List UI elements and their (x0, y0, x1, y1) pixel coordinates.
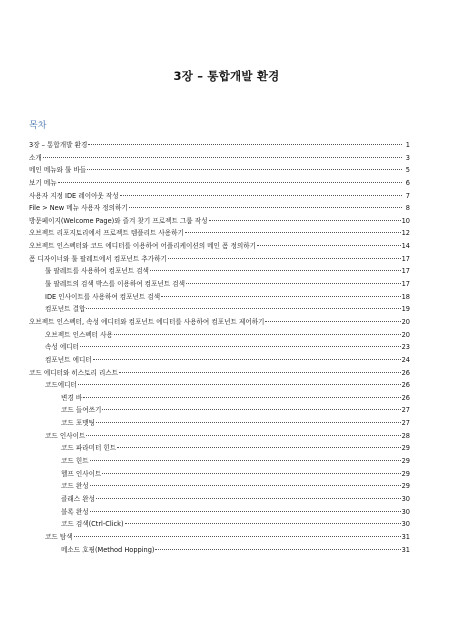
toc-entry-page-number: 14 (401, 242, 410, 251)
toc-entry[interactable] (29, 367, 410, 380)
toc-heading: 목차 (29, 121, 47, 131)
toc-entry-page-number: 29 (401, 457, 410, 466)
toc-entry-label: 보기 메뉴 (29, 178, 57, 187)
toc-dot-leader (58, 182, 402, 183)
toc-entry-label: 소개 (29, 153, 42, 162)
toc-dot-leader (185, 232, 401, 233)
toc-dot-leader (86, 435, 400, 436)
toc-dot-leader (83, 397, 400, 398)
toc-entry-page-number: 31 (401, 532, 410, 541)
toc-entry-label: File > New 메뉴 사용자 정의하기 (29, 204, 128, 213)
toc-entry[interactable] (29, 518, 410, 531)
toc-entry-page-number: 27 (401, 419, 410, 428)
toc-entry-page-number: 20 (401, 317, 410, 326)
toc-entry-page-number: 30 (401, 494, 410, 503)
toc-dot-leader (265, 321, 400, 322)
toc-entry-page-number: 29 (401, 482, 410, 491)
toc-dot-leader (78, 384, 401, 385)
toc-dot-leader (90, 511, 401, 512)
toc-dot-leader (74, 536, 401, 537)
toc-entry-label: 코드 완성 (61, 482, 89, 491)
toc-entry[interactable] (29, 253, 410, 266)
toc-entry-page-number: 23 (401, 343, 410, 352)
toc-entry-label: 코드 인사이트 (45, 431, 86, 440)
toc-entry-label: 사용자 지정 IDE 레이아웃 작성 (29, 191, 119, 200)
toc-entry[interactable] (29, 265, 410, 278)
toc-entry-page-number: 12 (401, 229, 410, 238)
toc-entry[interactable] (29, 202, 410, 215)
toc-entry-page-number: 6 (405, 178, 410, 187)
toc-entry-page-number: 3 (405, 153, 410, 162)
toc-entry[interactable] (29, 329, 410, 342)
toc-dot-leader (86, 308, 400, 309)
toc-dot-leader (119, 372, 401, 373)
toc-dot-leader (102, 473, 400, 474)
toc-entry-page-number: 26 (401, 381, 410, 390)
toc-entry-page-number: 27 (401, 406, 410, 415)
toc-dot-leader (129, 207, 402, 208)
toc-entry-label: 툴 팔레트를 사용하여 컴포넌트 검색 (45, 267, 149, 276)
toc-entry-label: 오브젝트 인스펙터 사용 (45, 330, 113, 339)
toc-dot-leader (209, 220, 401, 221)
toc-entry-page-number: 29 (401, 469, 410, 478)
toc-dot-leader (96, 422, 401, 423)
toc-entry-page-number: 30 (401, 507, 410, 516)
toc-entry-label: 메인 메뉴와 툴 바들 (29, 166, 87, 175)
toc-dot-leader (186, 283, 401, 284)
toc-entry[interactable] (29, 430, 410, 443)
toc-dot-leader (155, 549, 400, 550)
toc-entry-page-number: 1 (405, 141, 410, 149)
toc-entry-page-number: 18 (401, 292, 410, 301)
toc-entry-page-number: 30 (401, 520, 410, 529)
toc-dot-leader (88, 144, 402, 145)
toc-entry-page-number: 5 (405, 166, 410, 175)
toc-entry[interactable] (29, 417, 410, 430)
toc-dot-leader (161, 296, 400, 297)
toc-entry[interactable] (29, 506, 410, 519)
toc-entry[interactable] (29, 531, 410, 544)
toc-entry-label: 코드 에디터와 히스토리 리스트 (29, 368, 119, 377)
toc-entry-label: 컴포넌트 에디터 (45, 355, 92, 364)
toc-entry[interactable] (29, 164, 410, 177)
toc-entry-label: 컴포넌트 결합 (45, 305, 86, 314)
toc-entry[interactable] (29, 442, 410, 455)
toc-dot-leader (257, 245, 401, 246)
toc-entry-label: 방문페이지(Welcome Page)와 즐겨 찾기 프로젝트 그룹 작성 (29, 216, 208, 225)
toc-dot-leader (90, 485, 401, 486)
toc-entry-page-number: 17 (401, 254, 410, 263)
table-of-contents (29, 139, 410, 556)
toc-entry-page-number: 8 (405, 204, 410, 213)
toc-dot-leader (87, 169, 402, 170)
toc-dot-leader (150, 270, 401, 271)
toc-entry[interactable] (29, 493, 410, 506)
toc-entry-label: 코드 포맷팅 (61, 419, 95, 428)
toc-entry-page-number: 10 (401, 216, 410, 225)
toc-entry-page-number: 31 (401, 545, 410, 554)
toc-entry[interactable] (29, 303, 410, 316)
toc-entry-page-number: 17 (401, 267, 410, 276)
toc-entry[interactable] (29, 278, 410, 291)
toc-entry-page-number: 28 (401, 431, 410, 440)
toc-entry[interactable] (29, 455, 410, 468)
toc-entry-page-number: 17 (401, 280, 410, 289)
toc-entry-label: 3장 – 통합개발 환경 (29, 141, 88, 149)
toc-entry-page-number: 24 (401, 355, 410, 364)
toc-entry-label: 속성 에디터 (45, 343, 79, 352)
page-title: 3장 – 통합개발 환경 (173, 69, 280, 83)
toc-entry[interactable] (29, 468, 410, 481)
toc-entry-label: 코드 파라미터 힌트 (61, 444, 117, 453)
toc-dot-leader (114, 334, 401, 335)
toc-dot-leader (125, 523, 401, 524)
toc-dot-leader (120, 195, 402, 196)
toc-dot-leader (117, 447, 400, 448)
toc-entry[interactable] (29, 404, 410, 417)
toc-entry-page-number: 26 (401, 368, 410, 377)
toc-entry-label: 코드 탐색 (45, 532, 73, 541)
toc-entry-label: 폼 디자이너와 툴 팔레트에서 컴포넌트 추가하기 (29, 254, 167, 263)
toc-entry-label: 메소드 호핑(Method Hopping) (61, 545, 155, 554)
toc-entry-label: IDE 인사이트를 사용하여 컴포넌트 검색 (45, 292, 161, 301)
toc-dot-leader (96, 498, 401, 499)
toc-entry[interactable] (29, 190, 410, 203)
toc-entry-page-number: 26 (401, 393, 410, 402)
toc-dot-leader (43, 157, 402, 158)
toc-entry[interactable] (29, 152, 410, 165)
toc-entry-page-number: 29 (401, 444, 410, 453)
toc-entry-label: 코드 들여쓰기 (61, 406, 102, 415)
toc-entry[interactable] (29, 480, 410, 493)
toc-dot-leader (168, 258, 401, 259)
toc-entry-label: 헬프 인사이트 (61, 469, 102, 478)
toc-entry-label: 코드 힌트 (61, 457, 89, 466)
toc-dot-leader (90, 460, 401, 461)
toc-entry-label: 오브젝트 인스펙터와 코드 에디터를 이용하여 어플리케이션의 메인 폼 정의하기 (29, 242, 256, 251)
toc-entry-label: 블록 완성 (61, 507, 89, 516)
toc-entry-label: 코드 검색(Ctrl-Click) (61, 520, 124, 529)
toc-entry-page-number: 19 (401, 305, 410, 314)
toc-entry[interactable] (29, 379, 410, 392)
toc-entry-label: 오브젝트 인스펙터, 속성 에디터와 컴포넌트 에디터를 사용하여 컴포넌트 제어하기 (29, 317, 265, 326)
toc-entry[interactable] (29, 354, 410, 367)
toc-entry-label: 툴 팔레트의 검색 박스를 이용하여 컴포넌트 검색 (45, 280, 185, 289)
toc-entry[interactable] (29, 544, 410, 557)
toc-entry-label: 오브젝트 리포지토리에서 프로젝트 템플리트 사용하기 (29, 229, 184, 238)
toc-entry[interactable] (29, 392, 410, 405)
toc-entry[interactable] (29, 177, 410, 190)
toc-entry[interactable] (29, 291, 410, 304)
toc-dot-leader (93, 359, 401, 360)
toc-entry[interactable] (29, 139, 410, 152)
toc-entry-label: 코드에디터 (45, 381, 77, 390)
toc-entry-label: 클래스 완성 (61, 494, 95, 503)
toc-entry-page-number: 20 (401, 330, 410, 339)
toc-entry[interactable] (29, 316, 410, 329)
toc-entry[interactable] (29, 341, 410, 354)
toc-entry-label: 변경 바 (61, 393, 83, 402)
toc-entry[interactable] (29, 240, 410, 253)
toc-entry[interactable] (29, 215, 410, 228)
toc-entry[interactable] (29, 227, 410, 240)
toc-dot-leader (102, 409, 400, 410)
toc-dot-leader (80, 346, 401, 347)
toc-entry-page-number: 7 (405, 191, 410, 200)
